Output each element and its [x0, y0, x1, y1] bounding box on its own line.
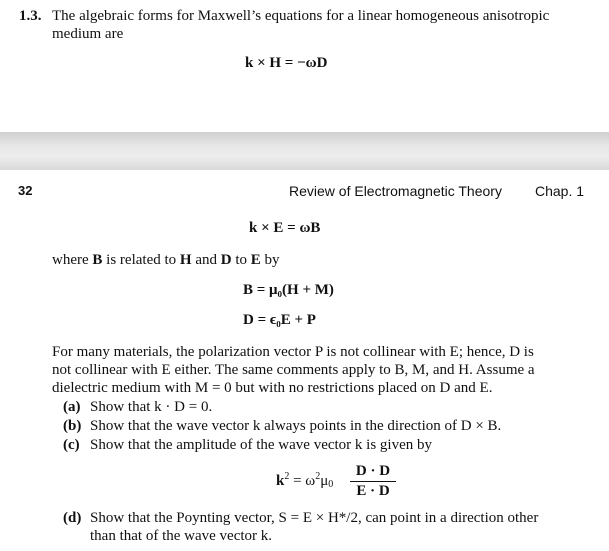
item-b-label: (b) [63, 418, 82, 434]
equation-k-squared [276, 473, 333, 490]
where-prefix: where [52, 252, 93, 268]
fraction-bar [350, 481, 396, 482]
eq5-lhs-sup: 2 [284, 471, 290, 482]
item-a-label: (a) [63, 399, 81, 415]
paragraph-line1: For many materials, the polarization vector P is not collinear with E; hence, D is [52, 344, 534, 360]
where-h: H [179, 252, 192, 268]
paragraph-line2: not collinear with E either. The same comments apply to B, M, and H. Assume a [52, 362, 535, 378]
page-number: 32 [18, 183, 33, 198]
running-title: Review of Electromagnetic Theory [289, 183, 502, 199]
item-d-line1: Show that the Poynting vector, S = E × H*/2, can point in a direction other [90, 510, 539, 526]
fraction-denominator: E · D [356, 483, 390, 499]
item-b-text: Show that the wave vector k always points in the direction of D × B. [90, 418, 502, 434]
fraction [350, 463, 396, 500]
eq5-omega-sup: 2 [315, 471, 321, 482]
paragraph-line3: dielectric medium with M = 0 but with no restrictions placed on D and E. [52, 380, 493, 396]
item-d-line2: than that of the wave vector k. [90, 528, 273, 544]
chapter-label: Chap. 1 [535, 183, 585, 199]
problem-text-line2: medium are [52, 26, 124, 42]
equation-b: B = μ₀(H + M) [243, 282, 334, 298]
problem-text-line1: The algebraic forms for Maxwell’s equations for a linear homogeneous anisotropic [52, 8, 550, 24]
item-a-text: Show that k · D = 0. [90, 399, 213, 415]
where-suffix: by [260, 252, 280, 268]
eq5-mu-sub: 0 [328, 479, 334, 490]
item-c-text: Show that the amplitude of the wave vector k is given by [90, 437, 433, 453]
fraction-numerator: D · D [355, 463, 391, 479]
item-c-label: (c) [63, 437, 80, 453]
where-mid2: and [191, 252, 221, 268]
eq5-mu: μ [320, 473, 329, 489]
item-d-label: (d) [63, 510, 82, 526]
where-line [52, 252, 280, 269]
problem-number: 1.3. [19, 8, 42, 24]
where-mid3: to [231, 252, 251, 268]
equation-k-cross-h: k × H = −ωD [245, 55, 328, 71]
equation-d: D = ϵ₀E + P [243, 312, 316, 328]
where-b: B [92, 252, 103, 268]
where-e: E [250, 252, 261, 268]
page-separator [0, 132, 609, 170]
eq5-lhs: k [276, 473, 285, 489]
eq5-eq: = ω [289, 473, 316, 489]
equation-k-cross-e: k × E = ωB [249, 220, 321, 236]
where-d: D [220, 252, 232, 268]
where-mid1: is related to [102, 252, 180, 268]
